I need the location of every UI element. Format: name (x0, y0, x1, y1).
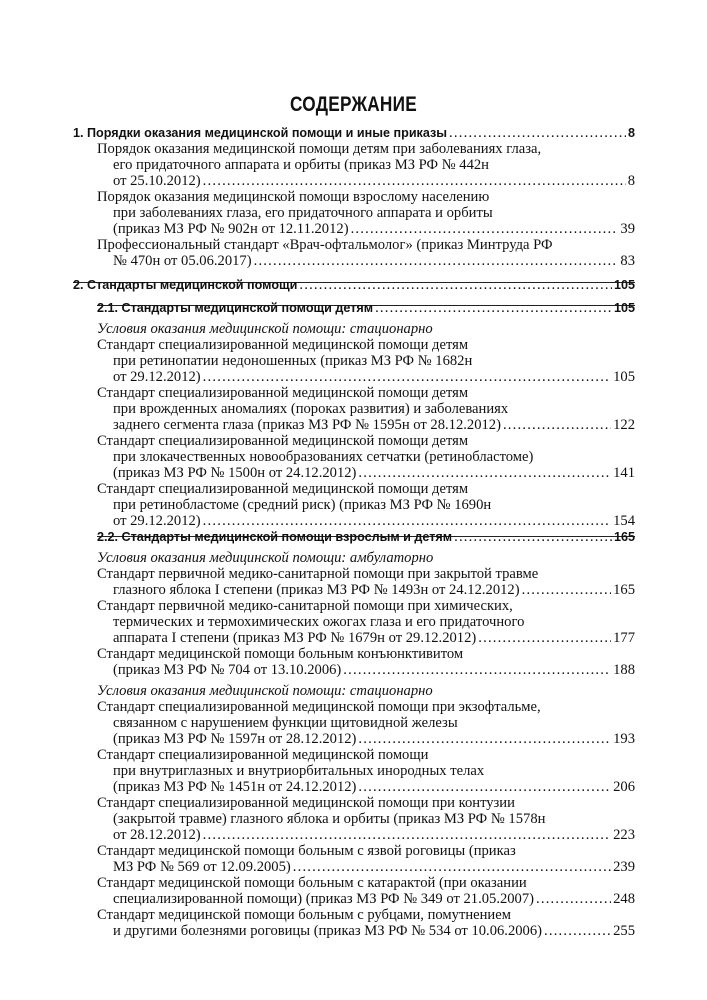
toc-entry-line (97, 843, 635, 860)
toc-entry-text: (приказ МЗ РФ № 1500н от 24.12.2012) (113, 465, 357, 481)
toc-entry-text: (приказ МЗ РФ № 902н от 12.11.2012) (113, 221, 349, 237)
toc-entry-text: (приказ МЗ РФ № 1451н от 24.12.2012) (113, 779, 357, 795)
toc-page-number: 105 (613, 301, 635, 315)
toc-entry-text: при врожденных аномалиях (пороках развития) и заболеваниях (113, 401, 509, 417)
toc-entry-line (113, 401, 635, 418)
toc-entry-line (113, 811, 635, 828)
toc-subheading (97, 550, 635, 567)
toc-entry-text: Стандарт специализированной медицинской помощи при контузии (97, 795, 515, 811)
toc-entry-line (97, 189, 635, 206)
toc-entry-line (97, 237, 635, 254)
toc-entry-text: Стандарт специализированной медицинской помощи детям (97, 337, 469, 353)
toc-page-number: 8 (627, 173, 635, 189)
toc-entry-text: Стандарт первичной медико-санитарной помощи при химических, (97, 598, 513, 614)
dot-leader (351, 221, 619, 238)
toc-entry-text: аппарата I степени (приказ МЗ РФ № 1679н от 29.12.2012) (113, 630, 477, 646)
toc-entry-text: от 29.12.2012) (113, 513, 201, 529)
toc-entry-line (97, 598, 635, 615)
dot-leader (454, 529, 612, 546)
toc-entry-line (97, 481, 635, 498)
toc-entry-text: (приказ МЗ РФ № 1597н от 28.12.2012) (113, 731, 357, 747)
toc-entry-line (113, 253, 635, 270)
toc-page-number: 122 (613, 417, 635, 433)
toc-entry-line (113, 715, 635, 732)
toc-page-number: 105 (613, 369, 635, 385)
dot-leader (544, 923, 611, 940)
toc-entry-line (113, 221, 635, 238)
toc-entry-text: Стандарт медицинской помощи больным с рубцами, помутнением (97, 907, 511, 923)
dot-leader (203, 513, 611, 530)
toc-entry-line (113, 891, 635, 908)
dot-leader (358, 465, 611, 482)
toc-entry-text: (приказ МЗ РФ № 704 от 13.10.2006) (113, 662, 342, 678)
dot-leader (503, 417, 611, 434)
dot-leader (343, 662, 611, 679)
toc-page-number: 239 (613, 859, 635, 875)
toc-entry-text: Стандарт медицинской помощи больным с язвой роговицы (приказ (97, 843, 516, 859)
toc-page-number: 39 (620, 221, 635, 237)
dot-leader (375, 300, 612, 317)
toc-entry-text: термических и термохимических ожогах глаза и его придаточного (113, 614, 525, 630)
toc-entry-text: от 28.12.2012) (113, 827, 201, 843)
dot-leader (203, 369, 611, 386)
toc-entry-line (113, 731, 635, 748)
toc-entry-text: Стандарт медицинской помощи больным конъюнктивитом (97, 646, 464, 662)
toc-page-number: 8 (627, 126, 635, 140)
toc-entry-text: Условия оказания медицинской помощи: амбулаторно (97, 550, 434, 566)
toc-page-number: 223 (613, 827, 635, 843)
toc-entry-text: специализированной помощи) (приказ МЗ РФ № 349 от 21.05.2007) (113, 891, 535, 907)
toc-entry-line (113, 614, 635, 631)
toc-entry-text: (закрытой травме) глазного яблока и орбиты (приказ МЗ РФ № 1578н (113, 811, 546, 827)
toc-page-number: 255 (613, 923, 635, 939)
toc-entry-text: 2.1. Стандарты медицинской помощи детям (97, 301, 374, 315)
toc-entry-text: от 25.10.2012) (113, 173, 201, 189)
toc-subheading (97, 683, 635, 700)
toc-entry-text: Порядок оказания медицинской помощи взрослому населению (97, 189, 490, 205)
toc-entry-text: при злокачественных новообразованиях сетчатки (ретинобластоме) (113, 449, 534, 465)
toc-entry-text: и другими болезнями роговицы (приказ МЗ РФ № 534 от 10.06.2006) (113, 923, 542, 939)
toc-entry-line (97, 646, 635, 663)
toc-entry-text: Порядок оказания медицинской помощи детям при заболеваниях глаза, (97, 141, 542, 157)
toc-entry-text: Стандарт специализированной медицинской помощи (97, 747, 429, 763)
toc-entry-line (113, 859, 635, 876)
toc-entry-text: № 470н от 05.06.2017) (113, 253, 252, 269)
toc-entry-text: Стандарт специализированной медицинской помощи детям (97, 481, 469, 497)
toc-entry-text: Стандарт специализированной медицинской помощи при экзофтальме, (97, 699, 541, 715)
dot-leader (299, 277, 612, 294)
toc-entry-text: при ретинобластоме (средний риск) (приказ МЗ РФ № 1690н (113, 497, 492, 513)
dot-leader (536, 891, 611, 908)
toc-entry-line (97, 699, 635, 716)
toc-entry-text: 1. Порядки оказания медицинской помощи и иные приказы (73, 126, 448, 140)
toc-subheading (97, 321, 635, 338)
toc-entry-line (97, 337, 635, 354)
toc-entry-line (97, 141, 635, 158)
toc-entry-text: Профессиональный стандарт «Врач-офтальмолог» (приказ Минтруда РФ (97, 237, 553, 253)
toc-entry-line (97, 907, 635, 924)
toc-page-number: 177 (613, 630, 635, 646)
toc-entry-line (113, 205, 635, 222)
toc-entry-line (97, 433, 635, 450)
toc-entry-line (113, 662, 635, 679)
toc-entry-line (113, 513, 635, 530)
toc-entry-text: заднего сегмента глаза (приказ МЗ РФ № 1595н от 28.12.2012) (113, 417, 501, 433)
toc-entry-line (97, 566, 635, 583)
toc-entry-line (113, 353, 635, 370)
toc-page-number: 105 (613, 278, 635, 292)
toc-entry-line (113, 369, 635, 386)
toc-heading (73, 277, 635, 294)
dot-leader (449, 125, 626, 142)
toc-entry-text: МЗ РФ № 569 от 12.09.2005) (113, 859, 291, 875)
toc-entry-text: глазного яблока I степени (приказ МЗ РФ № 1493н от 24.12.2012) (113, 582, 520, 598)
dot-leader (478, 630, 611, 647)
toc-entry-line (113, 465, 635, 482)
toc-page-number: 188 (613, 662, 635, 678)
toc-heading (97, 529, 635, 546)
toc-entry-line (113, 582, 635, 599)
toc-page-number: 248 (613, 891, 635, 907)
toc-entry-text: Условия оказания медицинской помощи: стационарно (97, 321, 433, 337)
toc-entry-text: Стандарт специализированной медицинской помощи детям (97, 385, 469, 401)
toc-entry-line (113, 630, 635, 647)
toc-entry-line (97, 747, 635, 764)
page-title: СОДЕРЖАНИЕ (290, 93, 417, 116)
toc-entry-text: 2. Стандарты медицинской помощи (73, 278, 298, 292)
dot-leader (522, 582, 612, 599)
dot-leader (203, 173, 626, 190)
toc-entry-line (97, 875, 635, 892)
toc-page-number: 83 (620, 253, 635, 269)
toc-entry-text: от 29.12.2012) (113, 369, 201, 385)
toc-heading (73, 125, 635, 142)
toc-entry-text: связанном с нарушением функции щитовидной железы (113, 715, 458, 731)
toc-entry-text: его придаточного аппарата и орбиты (приказ МЗ РФ № 442н (113, 157, 489, 173)
toc-page-number: 206 (613, 779, 635, 795)
dot-leader (293, 859, 611, 876)
toc-entry-text: Стандарт специализированной медицинской помощи детям (97, 433, 469, 449)
dot-leader (254, 253, 619, 270)
toc-entry-text: Стандарт первичной медико-санитарной помощи при закрытой травме (97, 566, 539, 582)
toc-page-number: 165 (613, 530, 635, 544)
toc-entry-line (97, 795, 635, 812)
toc-entry-line (113, 449, 635, 466)
toc-entry-line (113, 497, 635, 514)
toc-entry-line (113, 417, 635, 434)
toc-page-number: 165 (613, 582, 635, 598)
dot-leader (358, 779, 611, 796)
dot-leader (203, 827, 611, 844)
toc-entry-text: Стандарт медицинской помощи больным с катарактой (при оказании (97, 875, 527, 891)
toc-entry-line (97, 385, 635, 402)
toc-entry-text: Условия оказания медицинской помощи: стационарно (97, 683, 433, 699)
toc-entry-line (113, 827, 635, 844)
toc-entry-line (113, 173, 635, 190)
toc-entry-line (113, 157, 635, 174)
toc-entry-text: при заболеваниях глаза, его придаточного аппарата и орбиты (113, 205, 493, 221)
toc-page-number: 141 (613, 465, 635, 481)
toc-heading (97, 300, 635, 317)
dot-leader (358, 731, 611, 748)
toc-entry-text: при внутриглазных и внутриорбитальных инородных телах (113, 763, 485, 779)
toc-entry-text: 2.2. Стандарты медицинской помощи взрослым и детям (97, 530, 453, 544)
toc-entry-text: при ретинопатии недоношенных (приказ МЗ РФ № 1682н (113, 353, 473, 369)
toc-entry-line (113, 923, 635, 940)
toc-entry-line (113, 763, 635, 780)
toc-page-number: 193 (613, 731, 635, 747)
toc-page-number: 154 (613, 513, 635, 529)
toc-entry-line (113, 779, 635, 796)
